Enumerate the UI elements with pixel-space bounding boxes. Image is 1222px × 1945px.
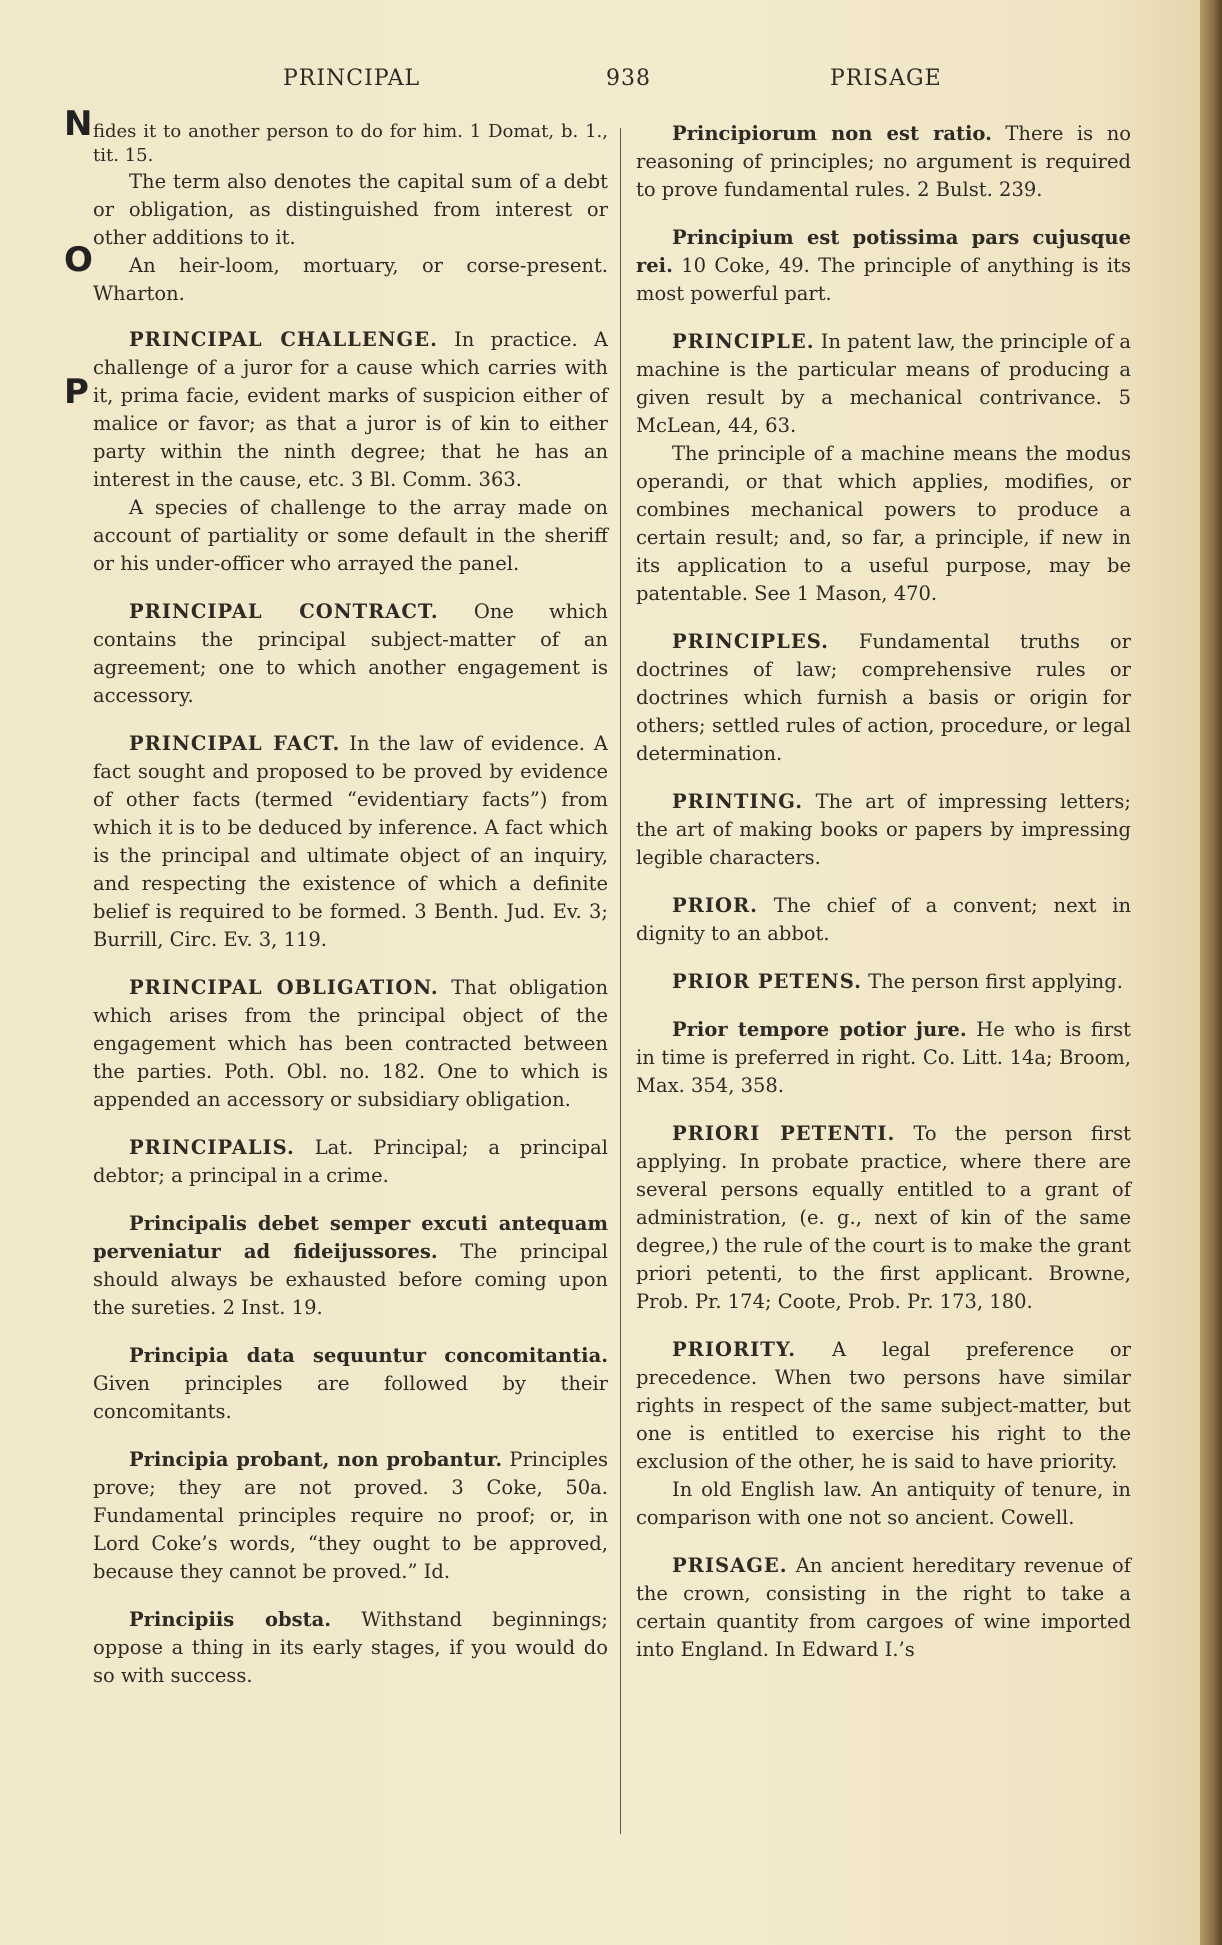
entry-maxim	[636, 1016, 1131, 1100]
headword: PRISAGE.	[672, 1554, 788, 1577]
entry-para: The principle of a machine means the modus operandi, or that which applies, modifies, or combines mechanical powers to produce a certain result; and, so far, a principle, if new in its application to a useful purpose, may be patentable. See 1 Mason, 470.	[636, 442, 1131, 605]
page-edge	[1200, 0, 1222, 1945]
entry-text: The chief of a convent; next in dignity to an abbot.	[636, 894, 1132, 945]
entry-text: Principles prove; they are not proved. 3 Coke, 50a. Fundamental principles require no proof; or, in Lord Coke’s words, “they ought to be approved, because they cannot be proved.” Id.	[93, 1448, 608, 1583]
maxim: Prior tempore potior jure.	[672, 1018, 967, 1041]
entry-maxim	[93, 1446, 608, 1586]
maxim: Principalis debet semper excuti antequam perveniatur ad fideijussores.	[93, 1212, 608, 1263]
entry-text: In the law of evidence. A fact sought and proposed to be proved by evidence of other facts (termed “evidentiary facts”) from which it is to be deduced by inference. A fact which is the principal and ultimate object of an inquiry, and respecting the existence of which a definite belief is required to be formed. 3 Benth. Jud. Ev. 3; Burrill, Circ. Ev. 3, 119.	[93, 732, 608, 951]
page-number: 938	[606, 66, 651, 91]
entry-text: The principal should always be exhausted before coming upon the sureties. 2 Inst. 19.	[93, 1240, 609, 1319]
entry-prisage	[636, 1552, 1131, 1664]
entry-priori-petenti	[636, 1120, 1131, 1316]
entry-para: In old English law. An antiquity of tenure, in comparison with one not so ancient. Cowell.	[636, 1478, 1131, 1529]
entry-text: The art of impressing letters; the art of making books or papers by impressing legible characters.	[636, 790, 1131, 869]
headword: PRINCIPAL CONTRACT.	[129, 600, 439, 623]
entry-text: That obligation which arises from the principal object of the engagement which has been contracted between the parties. Poth. Obl. no. 182. One to which is appended an accessory or subsidiary obligation.	[93, 976, 609, 1111]
entry-text: One which contains the principal subject-matter of an agreement; one to which another engagement is accessory.	[93, 600, 608, 707]
entry-principal-challenge	[93, 326, 608, 578]
entry-text: fides it to another person to do for him. 1 Domat, b. 1., tit. 15.	[93, 121, 608, 166]
entry-para: A species of challenge to the array made on account of partiality or some default in the sheriff or his under-officer who arrayed the panel.	[93, 496, 608, 575]
entry-maxim	[636, 224, 1131, 308]
entry-text: To the person first applying. In probate practice, where there are several persons equally entitled to a grant of administration, (e. g., next of kin of the same degree,) the rule of the court is to make the grant priori petenti, to the first applicant. Browne, Prob. Pr. 174; Coote, Prob. Pr. 173, 180.	[636, 1122, 1131, 1313]
entry-priority	[636, 1336, 1131, 1532]
entry-continued	[93, 120, 608, 308]
thumb-index-o: O	[64, 240, 93, 280]
maxim: Principia probant, non probantur.	[129, 1448, 503, 1471]
left-column	[93, 120, 608, 1710]
entry-principal-contract	[93, 598, 608, 710]
entry-maxim	[93, 1342, 608, 1426]
entry-text: There is no reasoning of principles; no argument is required to prove fundamental rules. 2 Bulst. 239.	[636, 122, 1131, 201]
entry-prior-petens	[636, 968, 1131, 996]
headword: PRIORI PETENTI.	[672, 1122, 896, 1145]
entry-text: Fundamental truths or doctrines of law; comprehensive rules or doctrines which furnish a basis or origin for others; settled rules of action, procedure, or legal determination.	[636, 630, 1131, 765]
maxim: Principiis obsta.	[129, 1608, 332, 1631]
headword: PRINCIPLE.	[672, 330, 815, 353]
running-head-left: PRINCIPAL	[283, 66, 421, 91]
entry-text: The person first applying.	[868, 970, 1123, 993]
headword: PRIOR.	[672, 894, 758, 917]
headword: PRINCIPAL OBLIGATION.	[129, 976, 439, 999]
thumb-index-p: P	[64, 372, 89, 412]
entry-text: A legal preference or precedence. When two persons have similar rights in respect of the same subject-matter, but one is entitled to exercise his right to the exclusion of the other, he is said to have priority.	[636, 1338, 1131, 1473]
running-head-right: PRISAGE	[830, 66, 942, 91]
thumb-index-n: N	[64, 104, 93, 144]
entry-principles	[636, 628, 1131, 768]
column-divider	[620, 128, 621, 1834]
maxim: Principium est potissima pars cujusque rei.	[636, 226, 1131, 277]
entry-principal-obligation	[93, 974, 608, 1114]
entry-maxim	[93, 1606, 608, 1690]
headword: PRIOR PETENS.	[672, 970, 862, 993]
entry-maxim	[636, 120, 1131, 204]
entry-principle	[636, 328, 1131, 608]
entry-text: Withstand beginnings; oppose a thing in its early stages, if you would do so with success.	[93, 1608, 608, 1687]
entry-para: An heir-loom, mortuary, or corse-present. Wharton.	[93, 254, 608, 305]
entry-printing	[636, 788, 1131, 872]
entry-text: Given principles are followed by their concomitants.	[93, 1372, 608, 1423]
entry-maxim	[93, 1210, 608, 1322]
maxim: Principiorum non est ratio.	[672, 122, 992, 145]
entry-text: Lat. Principal; a principal debtor; a principal in a crime.	[93, 1136, 608, 1187]
entry-text: In practice. A challenge of a juror for a cause which carries with it, prima facie, evident marks of suspicion either of malice or favor; as that a juror is of kin to either party within the ninth degree; that he has an interest in the cause, etc. 3 Bl. Comm. 363.	[93, 328, 608, 491]
entry-text: In patent law, the principle of a machine is the particular means of producing a given result by a mechanical contrivance. 5 McLean, 44, 63.	[636, 330, 1131, 437]
headword: PRINCIPLES.	[672, 630, 829, 653]
headword: PRINCIPALIS.	[129, 1136, 295, 1159]
entry-text: An ancient hereditary revenue of the crown, consisting in the right to take a certain quantity from cargoes of wine imported into England. In Edward I.’s	[636, 1554, 1131, 1661]
entry-para: The term also denotes the capital sum of a debt or obligation, as distinguished from interest or other additions to it.	[93, 170, 608, 249]
headword: PRINTING.	[672, 790, 804, 813]
entry-prior	[636, 892, 1131, 948]
entry-principalis	[93, 1134, 608, 1190]
maxim: Principia data sequuntur concomitantia.	[129, 1344, 608, 1367]
headword: PRINCIPAL FACT.	[129, 732, 341, 755]
entry-text: 10 Coke, 49. The principle of anything is its most powerful part.	[636, 254, 1131, 305]
entry-text: He who is first in time is preferred in right. Co. Litt. 14a; Broom, Max. 354, 358.	[636, 1018, 1131, 1097]
entry-principal-fact	[93, 730, 608, 954]
headword: PRINCIPAL CHALLENGE.	[129, 328, 438, 351]
headword: PRIORITY.	[672, 1338, 797, 1361]
right-column	[636, 120, 1131, 1684]
